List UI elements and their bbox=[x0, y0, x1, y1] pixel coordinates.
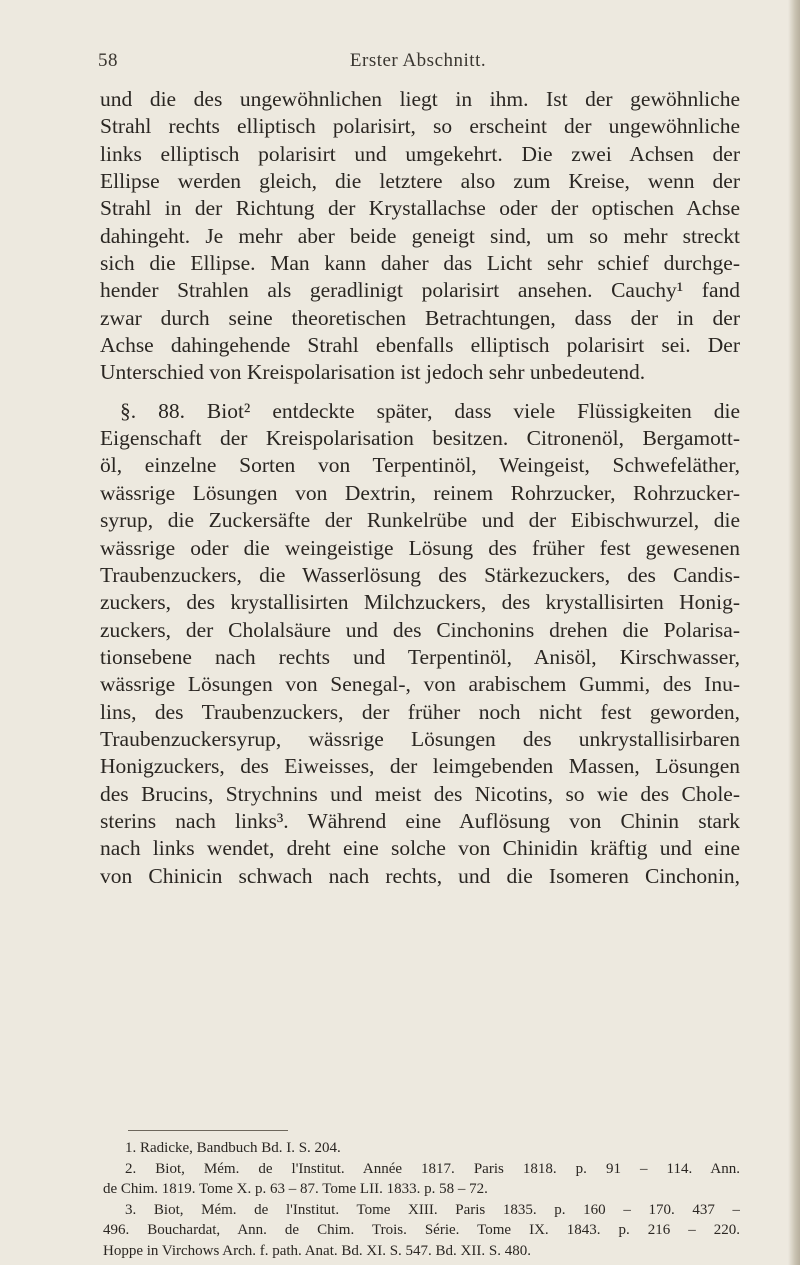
footnote-line: 1. Radicke, Bandbuch Bd. I. S. 204. bbox=[125, 1140, 341, 1156]
text-line: des Brucins, Strychnins und meist des Nicotins, so wie des Chole- bbox=[100, 781, 740, 806]
text-line: links elliptisch polarisirt und umgekehrt. Die zwei Achsen der bbox=[100, 141, 740, 166]
footnote-line: 2. Biot, Mém. de l'Institut. Année 1817. Paris 1818. p. 91 – 114. Ann. bbox=[125, 1160, 740, 1177]
paragraph-2 bbox=[100, 398, 740, 890]
page-edge-shadow bbox=[788, 0, 800, 1265]
footnote-rule bbox=[128, 1130, 288, 1131]
text-line: Honigzuckers, des Eiweisses, der leimgebenden Massen, Lösungen bbox=[100, 754, 740, 779]
text-line: syrup, die Zuckersäfte der Runkelrübe und der Eibischwurzel, die bbox=[100, 508, 740, 533]
text-line: §. 88. Biot² entdeckte später, dass viele Flüssigkeiten die bbox=[120, 398, 740, 423]
footnote-line: Hoppe in Virchows Arch. f. path. Anat. Bd. XI. S. 547. Bd. XII. S. 480. bbox=[103, 1242, 531, 1259]
text-line: wässrige Lösungen von Senegal-, von arabischem Gummi, des Inu- bbox=[100, 672, 740, 697]
footnotes bbox=[103, 1138, 740, 1262]
running-title: Erster Abschnitt. bbox=[349, 50, 487, 71]
text-line: lins, des Traubenzuckers, der früher noch nicht fest geworden, bbox=[100, 699, 740, 724]
text-line: tionsebene nach rechts und Terpentinöl, Anisöl, Kirschwasser, bbox=[100, 644, 740, 669]
text-line: zwar durch seine theoretischen Betrachtungen, dass der in der bbox=[100, 305, 740, 330]
text-line: Achse dahingehende Strahl ebenfalls elliptisch polarisirt sei. Der bbox=[100, 333, 740, 358]
text-line: und die des ungewöhnlichen liegt in ihm. Ist der gewöhnliche bbox=[100, 87, 740, 111]
footnote-line: de Chim. 1819. Tome X. p. 63 – 87. Tome LII. 1833. p. 58 – 72. bbox=[103, 1181, 488, 1198]
text-line: zuckers, der Cholalsäure und des Cinchonins drehen die Polarisa- bbox=[100, 617, 740, 642]
text-line: Strahl rechts elliptisch polarisirt, so erscheint der ungewöhnliche bbox=[100, 114, 740, 139]
text-line: Unterschied von Kreispolarisation ist jedoch sehr unbedeutend. bbox=[100, 360, 646, 385]
text-line: wässrige Lösungen von Dextrin, reinem Rohrzucker, Rohrzucker- bbox=[100, 480, 740, 505]
text-line: Traubenzuckers, die Wasserlösung des Stärkezuckers, des Candis- bbox=[100, 562, 740, 587]
page-number: 58 bbox=[98, 50, 118, 71]
text-line: Eigenschaft der Kreispolarisation besitzen. Citronenöl, Bergamott- bbox=[100, 426, 740, 451]
text-line: von Chinicin schwach nach rechts, und die Isomeren Cinchonin, bbox=[100, 863, 740, 888]
text-line: dahingeht. Je mehr aber beide geneigt sind, um so mehr streckt bbox=[100, 223, 740, 248]
text-line: wässrige oder die weingeistige Lösung des früher fest gewesenen bbox=[100, 535, 740, 560]
text-line: nach links wendet, dreht eine solche von Chinidin kräftig und eine bbox=[100, 836, 740, 861]
running-header bbox=[98, 50, 738, 76]
text-line: öl, einzelne Sorten von Terpentinöl, Weingeist, Schwefeläther, bbox=[100, 453, 740, 478]
footnote-line: 3. Biot, Mém. de l'Institut. Tome XIII. Paris 1835. p. 160 – 170. 437 – bbox=[125, 1201, 740, 1218]
footnote-line: 496. Bouchardat, Ann. de Chim. Trois. Série. Tome IX. 1843. p. 216 – 220. bbox=[103, 1222, 740, 1239]
text-line: Ellipse werden gleich, die letztere also zum Kreise, wenn der bbox=[100, 169, 740, 194]
text-line: sich die Ellipse. Man kann daher das Licht sehr schief durchge- bbox=[100, 251, 740, 276]
text-line: Strahl in der Richtung der Krystallachse oder der optischen Achse bbox=[100, 196, 740, 221]
main-text bbox=[100, 86, 740, 890]
text-line: zuckers, des krystallisirten Milchzuckers, des krystallisirten Honig- bbox=[100, 590, 740, 615]
text-line: hender Strahlen als geradlinigt polarisirt ansehen. Cauchy¹ fand bbox=[100, 278, 740, 303]
text-line: Traubenzuckersyrup, wässrige Lösungen des unkrystallisirbaren bbox=[100, 726, 740, 751]
paragraph-1 bbox=[100, 86, 740, 387]
text-line: sterins nach links³. Während eine Auflösung von Chinin stark bbox=[100, 808, 740, 833]
